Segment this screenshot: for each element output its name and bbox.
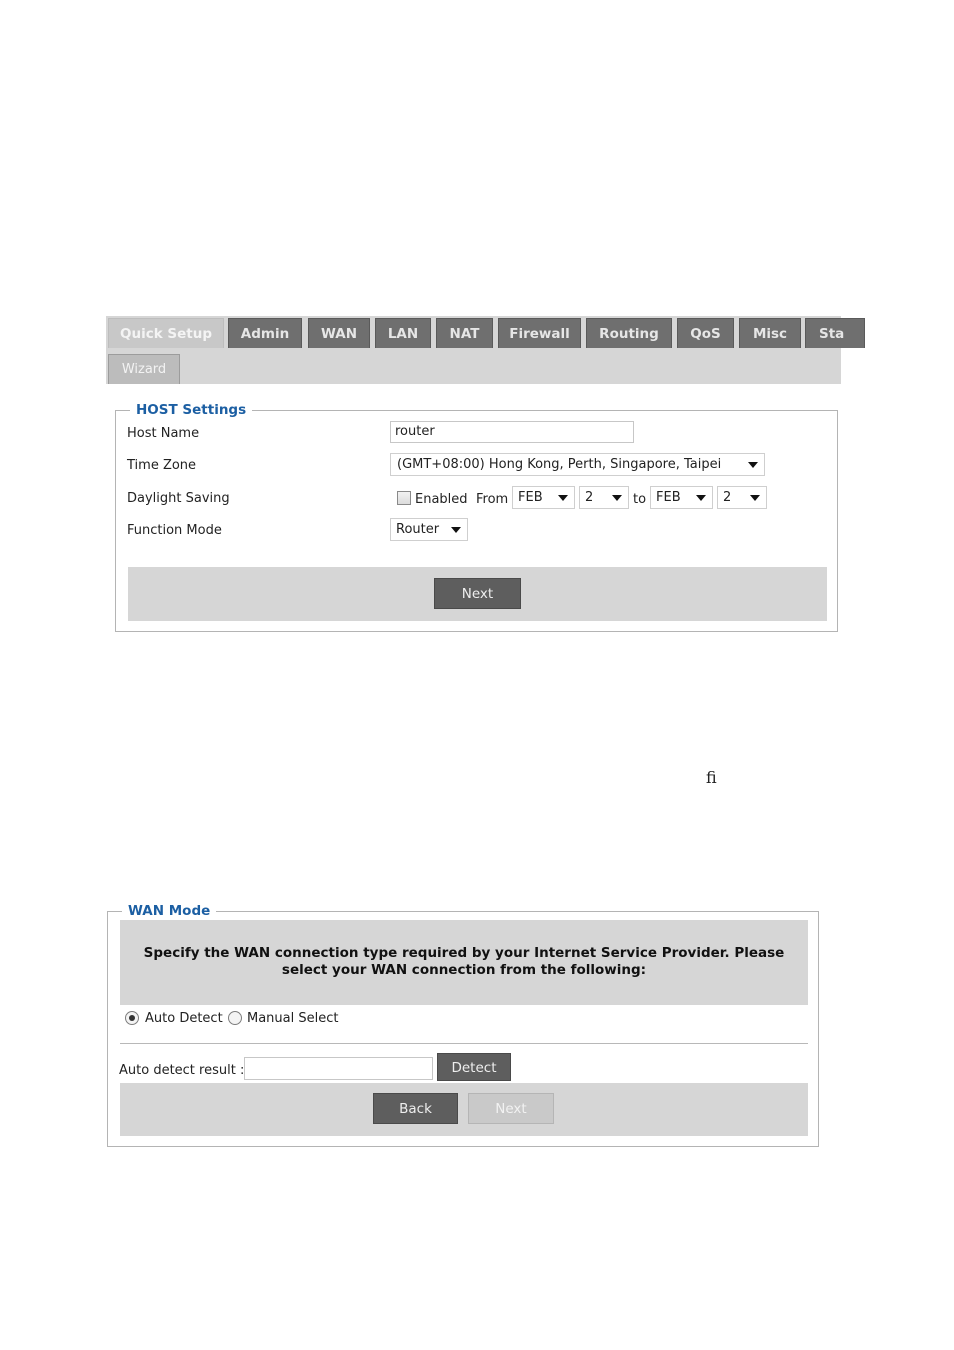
back-button[interactable]: Back bbox=[373, 1093, 458, 1124]
to-day-select[interactable] bbox=[717, 486, 767, 509]
time-zone-value: (GMT+08:00) Hong Kong, Perth, Singapore, Taipei bbox=[397, 457, 722, 472]
tab-qos[interactable]: QoS bbox=[677, 318, 734, 348]
daylight-from-label: From bbox=[476, 492, 509, 507]
from-day-value: 2 bbox=[585, 490, 594, 505]
tab-routing[interactable]: Routing bbox=[586, 318, 672, 348]
chevron-down-icon bbox=[612, 495, 622, 501]
chevron-down-icon bbox=[451, 527, 461, 533]
wan-next-button[interactable]: Next bbox=[468, 1093, 554, 1124]
host-name-input[interactable]: router bbox=[390, 421, 634, 443]
from-day-select[interactable] bbox=[579, 486, 629, 509]
chevron-down-icon bbox=[558, 495, 568, 501]
time-zone-select[interactable] bbox=[390, 453, 765, 476]
tab-quick-setup[interactable]: Quick Setup bbox=[108, 318, 224, 348]
to-day-value: 2 bbox=[723, 490, 732, 505]
function-mode-label: Function Mode bbox=[127, 523, 222, 538]
wan-mode-divider bbox=[120, 1043, 808, 1044]
auto-detect-label: Auto Detect bbox=[145, 1011, 223, 1026]
wan-mode-notice bbox=[120, 945, 808, 979]
from-month-select[interactable] bbox=[512, 486, 575, 509]
function-mode-value: Router bbox=[396, 522, 440, 537]
tab-firewall[interactable]: Firewall bbox=[498, 318, 581, 348]
to-month-select[interactable] bbox=[650, 486, 713, 509]
host-settings-action-bar bbox=[128, 567, 827, 621]
to-month-value: FEB bbox=[656, 490, 681, 505]
tab-bar bbox=[106, 316, 845, 384]
wan-mode-fieldset bbox=[107, 903, 819, 1147]
daylight-to-label: to bbox=[633, 492, 647, 507]
manual-select-radio[interactable] bbox=[228, 1011, 242, 1025]
from-month-value: FEB bbox=[518, 490, 543, 505]
auto-detect-result-label: Auto detect result : bbox=[119, 1063, 245, 1078]
wan-mode-notice-line2: select your WAN connection from the following: bbox=[281, 962, 647, 978]
tab-lan[interactable]: LAN bbox=[375, 318, 431, 348]
tab-status[interactable]: Sta bbox=[805, 318, 865, 348]
chevron-down-icon bbox=[750, 495, 760, 501]
tab-wan[interactable]: WAN bbox=[308, 318, 370, 348]
host-name-label: Host Name bbox=[127, 426, 200, 441]
wan-mode-notice-line1: Specify the WAN connection type required by your Internet Service Provider. Please bbox=[143, 945, 785, 961]
wan-mode-legend: WAN Mode bbox=[122, 903, 216, 919]
wan-mode-notice-box bbox=[120, 920, 808, 1005]
daylight-enabled-checkbox[interactable] bbox=[397, 491, 411, 505]
stray-ligature-glyph: ﬁ bbox=[706, 768, 717, 787]
daylight-enabled-label: Enabled bbox=[415, 492, 468, 507]
tab-admin[interactable]: Admin bbox=[228, 318, 302, 348]
time-zone-label: Time Zone bbox=[127, 458, 197, 473]
tab-nat[interactable]: NAT bbox=[436, 318, 493, 348]
host-settings-legend: HOST Settings bbox=[130, 402, 252, 418]
next-button[interactable]: Next bbox=[434, 578, 521, 609]
auto-detect-result-field[interactable] bbox=[244, 1057, 433, 1080]
host-settings-fieldset bbox=[115, 402, 838, 632]
chevron-down-icon bbox=[748, 462, 758, 468]
subtab-wizard[interactable]: Wizard bbox=[108, 354, 180, 384]
detect-button[interactable]: Detect bbox=[437, 1053, 511, 1081]
chevron-down-icon bbox=[696, 495, 706, 501]
auto-detect-radio[interactable] bbox=[125, 1011, 139, 1025]
tab-misc[interactable]: Misc bbox=[739, 318, 801, 348]
wan-mode-action-bar bbox=[120, 1083, 808, 1136]
function-mode-select[interactable] bbox=[390, 518, 468, 541]
daylight-saving-label: Daylight Saving bbox=[127, 491, 230, 506]
manual-select-label: Manual Select bbox=[247, 1011, 339, 1026]
